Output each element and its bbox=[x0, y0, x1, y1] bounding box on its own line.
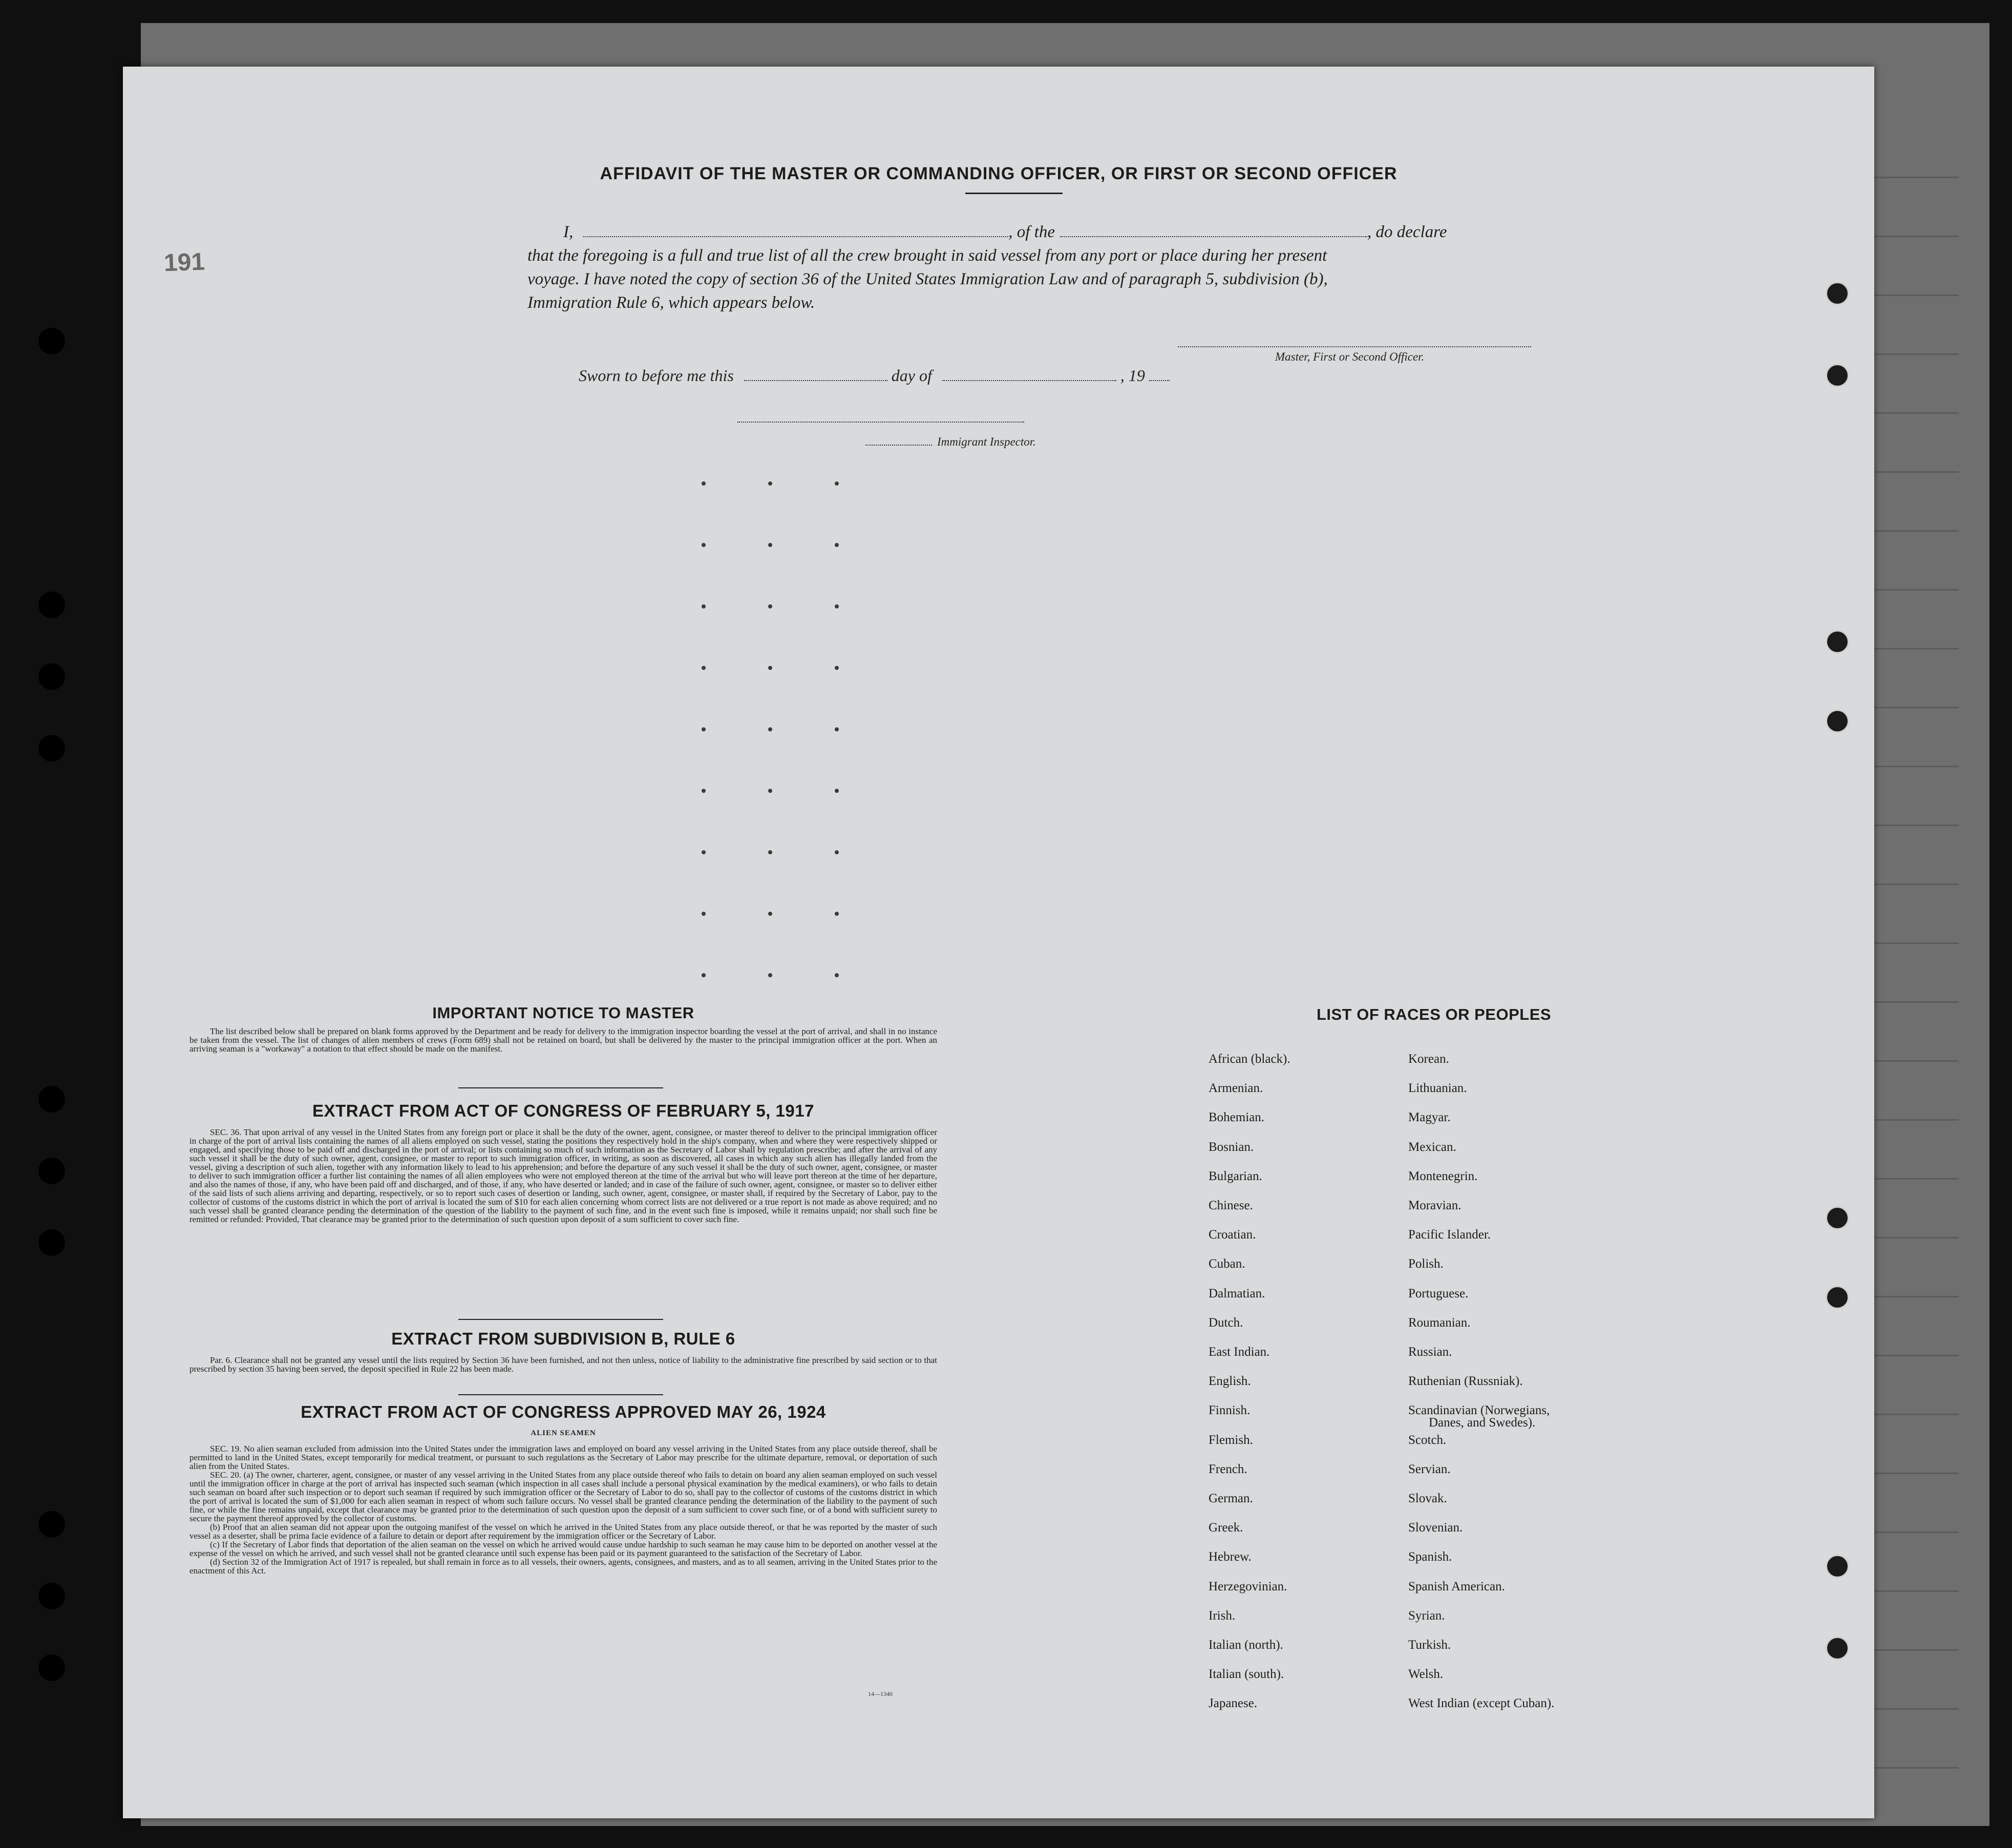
par-6-paragraph: Par. 6. Clearance shall not be granted any vessel until the lists required by Section 36 have been furnished, and not then unless, notice of liability to the administrative fine prescribed by said section or to that prescribed by section 35 having been served, the deposit specified in Rule 22 has been made. bbox=[189, 1355, 937, 1374]
bleed-dot bbox=[702, 973, 706, 977]
bleed-dot bbox=[702, 912, 706, 916]
bleed-dot bbox=[835, 604, 839, 608]
sec-19-paragraph: SEC. 19. No alien seaman excluded from admission into the United States under the immigration laws and employed on board any vessel arriving in the United States from any place outside thereof, shall be permitted to land in the United States, except temporarily for medical treatment, or pursuant to such regulations as the Secretary of Labor may prescribe for the ultimate departure, removal, or deportation of such alien from the United States. bbox=[189, 1444, 937, 1471]
sworn-month-blank[interactable] bbox=[942, 371, 1116, 381]
punch-hole-right bbox=[1826, 282, 1849, 305]
race-item: Spanish American. bbox=[1408, 1580, 1505, 1593]
race-item: Greek. bbox=[1209, 1521, 1243, 1535]
bleed-dot bbox=[768, 543, 772, 547]
bleed-dot bbox=[768, 481, 772, 486]
bleed-dot bbox=[835, 912, 839, 916]
master-signature-label: Master, First or Second Officer. bbox=[1275, 350, 1425, 363]
bleed-dot bbox=[835, 973, 839, 977]
bleed-dot bbox=[835, 727, 839, 731]
race-item: West Indian (except Cuban). bbox=[1408, 1696, 1555, 1710]
race-item: Cuban. bbox=[1209, 1257, 1245, 1271]
punch-hole bbox=[38, 592, 65, 618]
race-item: English. bbox=[1209, 1374, 1251, 1388]
bleed-dot bbox=[835, 666, 839, 670]
sec-20c-paragraph: (c) If the Secretary of Labor finds that deportation of the alien seaman on the vessel on which he arrived would cause undue hardship to such seaman he may cause him to be deported on another vessel at the expense of the vessel on which he arrived, and such vessel shall not be granted clearance until such expense has been paid or its payment guaranteed to the satisfaction of the Secretary of Labor. bbox=[189, 1540, 937, 1558]
section-36-paragraph: SEC. 36. That upon arrival of any vessel in the United States from any foreign port or place it shall be the duty of the owner, agent, consignee, or master thereof to deliver to the principal immigration officer in charge of the port of arrival lists containing the names of all aliens employed on such vessel, stating the positions they respectively hold in the ship's company, when and where they were respectively shipped or engaged, and specifying those to be paid off and discharged in the port of arrival; or lists containing so much of such information as the Secretary of Labor shall by regulation prescribe; and after the arrival of any such vessel it shall be the duty of such owner, agent, consignee, or master to report to such immigration officer, in writing, as soon as discovered, all cases in which any such alien has illegally landed from the vessel, giving a description of such alien, together with any information likely to lead to his apprehension; and before the departure of any such vessel it shall be the duty of such owner, agent, consignee, or master to deliver to such immigration officer a further list containing the names of all alien employees who were not employed thereon at the time of the arrival but who will leave port thereon at the time of her departure, and also the names of those, if any, who have been paid off and discharged, and of those, if any, who have deserted or landed; and in case of the failure of such owner, agent, consignee, or master so to deliver either of the said lists of such aliens arriving and departing, respectively, or so to report such cases of desertion or landing, such owner, agent, consignee, or master shall, if required by the Secretary of Labor, pay to the collector of customs of the customs district in which the port of arrival is located the sum of $10 for each alien concerning whom correct lists are not delivered or a true report is not made as above required; and no such vessel shall be granted clearance pending the determination of the question of the liability to the payment of such fine, and in the event such fine is imposed, while it remains unpaid; nor shall such fine be remitted or refunded: Provided, That clearance may be granted prior to the determination of such question upon deposit of a sum sufficient to cover such fine. bbox=[189, 1127, 937, 1224]
races-title: LIST OF RACES OR PEOPLES bbox=[1316, 1005, 1552, 1023]
affidavit-line-2: that the foregoing is a full and true list of all the crew brought in said vessel from any port or place during her present bbox=[527, 246, 1327, 265]
sec-20d-paragraph: (d) Section 32 of the Immigration Act of 1917 is repealed, but shall remain in force as to all vessels, their owners, agents, consignees, and masters, and as to all seamen, arriving in the United States prior to the enactment of this Act. bbox=[189, 1557, 937, 1576]
race-item: Scotch. bbox=[1408, 1433, 1447, 1447]
affidavit-line-3: voyage. I have noted the copy of section 36 of the United States Immigration Law and of paragraph 5, subdivision (b), bbox=[527, 270, 1328, 288]
race-item: Welsh. bbox=[1408, 1667, 1444, 1681]
of-the-label: , of the bbox=[1008, 223, 1055, 241]
race-item: Hebrew. bbox=[1209, 1550, 1252, 1564]
race-item: Ruthenian (Russniak). bbox=[1408, 1374, 1523, 1388]
race-item: Moravian. bbox=[1408, 1199, 1462, 1212]
divider bbox=[458, 1394, 663, 1395]
bleed-dot bbox=[768, 850, 772, 854]
punch-hole bbox=[38, 1511, 65, 1538]
race-item: Roumanian. bbox=[1408, 1316, 1471, 1330]
bleed-dot bbox=[835, 481, 839, 486]
divider bbox=[965, 193, 1063, 194]
punch-hole bbox=[38, 1654, 65, 1681]
punch-hole-right bbox=[1826, 1636, 1849, 1660]
race-item: Armenian. bbox=[1209, 1081, 1263, 1095]
affidavit-title: AFFIDAVIT OF THE MASTER OR COMMANDING OFFICER, OR FIRST OR SECOND OFFICER bbox=[600, 164, 1397, 183]
race-item: Korean. bbox=[1408, 1052, 1449, 1066]
punch-hole bbox=[38, 1583, 65, 1609]
punch-hole-right bbox=[1826, 1555, 1849, 1578]
bleed-dot bbox=[702, 789, 706, 793]
punch-hole-right bbox=[1826, 1206, 1849, 1230]
inspector-dots bbox=[865, 445, 932, 446]
bleed-dot bbox=[768, 727, 772, 731]
inspector-signature-line[interactable] bbox=[737, 422, 1024, 423]
divider bbox=[458, 1319, 663, 1320]
race-item: African (black). bbox=[1209, 1052, 1290, 1066]
race-item: Slovak. bbox=[1408, 1492, 1447, 1505]
i-label: I, bbox=[563, 223, 574, 241]
race-item: Montenegrin. bbox=[1408, 1169, 1478, 1183]
race-item: Herzegovinian. bbox=[1209, 1580, 1287, 1593]
race-item-continuation: Danes, and Swedes). bbox=[1429, 1416, 1536, 1430]
punch-hole bbox=[38, 1229, 65, 1256]
bleed-dot bbox=[768, 912, 772, 916]
race-item: Flemish. bbox=[1209, 1433, 1253, 1447]
punch-hole-right bbox=[1826, 630, 1849, 654]
bleed-dot bbox=[835, 543, 839, 547]
vessel-blank[interactable] bbox=[1060, 226, 1367, 237]
punch-hole-right bbox=[1826, 1286, 1849, 1309]
sec-20b-paragraph: (b) Proof that an alien seaman did not appear upon the outgoing manifest of the vessel on which he arrived in the United States from any place outside thereof, or that he was reported by the master of such vessel as a deserter, shall be prima facie evidence of a failure to detain or deport after requirement by the immigration officer or the Secretary of Labor. bbox=[189, 1522, 937, 1541]
bleed-dot bbox=[702, 666, 706, 670]
race-item: East Indian. bbox=[1209, 1345, 1270, 1359]
name-blank[interactable] bbox=[583, 226, 1008, 237]
notice-master-title: IMPORTANT NOTICE TO MASTER bbox=[432, 1004, 694, 1022]
sworn-day-blank[interactable] bbox=[744, 371, 887, 381]
race-item: Japanese. bbox=[1209, 1696, 1258, 1710]
race-item: Spanish. bbox=[1408, 1550, 1452, 1564]
sec-20a-paragraph: SEC. 20. (a) The owner, charterer, agent, consignee, or master of any vessel arriving in the United States from any place outside thereof who fails to detain on board any alien seaman employed on such vessel until the immigration officer in charge at the port of arrival has inspected such seaman (which inspection in all cases shall include a personal physical examination by the medical examiners), or who fails to detain such seaman on board after such inspection or to deport such seaman if required by such immigration officer or the Secretary of Labor to do so, shall pay to the collector of customs of the customs district in which the port of arrival is located the sum of $1,000 for each alien seaman in respect of whom such failure occurs. No vessel shall be granted clearance pending the determination of the liability to the payment of such fine, or while the fine remains unpaid, except that clearance may be granted prior to the determination of such question upon the deposit of a sum sufficient to cover such fine, or of a bond with sufficient surety to secure the payment thereof approved by the collector of customs. bbox=[189, 1470, 937, 1523]
punch-hole bbox=[38, 1158, 65, 1184]
punch-hole bbox=[38, 663, 65, 690]
notice-master-text bbox=[189, 1027, 937, 1053]
race-item: Chinese. bbox=[1209, 1199, 1253, 1212]
notice-master-paragraph: The list described below shall be prepared on blank forms approved by the Department and be ready for delivery to the immigration inspector boarding the vessel at the port of arrival, and shall in no instance be taken from the vessel. The list of changes of alien members of crews (Form 689) shall not be retained on board, but shall be delivered by the master to the principal immigration officer at the port. When an arriving seaman is a "workaway" a notation to that effect should be made on the manifest. bbox=[189, 1026, 937, 1054]
bleed-dot bbox=[768, 973, 772, 977]
race-item: Dalmatian. bbox=[1209, 1287, 1265, 1300]
extract-1917-text bbox=[189, 1128, 937, 1224]
punch-hole-right bbox=[1826, 364, 1849, 387]
race-item: Bosnian. bbox=[1209, 1140, 1254, 1154]
margin-mark: 191 bbox=[163, 248, 205, 277]
race-item: Dutch. bbox=[1209, 1316, 1243, 1330]
bleed-dot bbox=[768, 604, 772, 608]
alien-seamen-subtitle: ALIEN SEAMEN bbox=[531, 1429, 596, 1437]
extract-1924-text bbox=[189, 1444, 937, 1575]
race-item: Slovenian. bbox=[1408, 1521, 1463, 1535]
extract-1924-title: EXTRACT FROM ACT OF CONGRESS APPROVED MAY 26, 1924 bbox=[301, 1402, 826, 1421]
punch-hole bbox=[38, 328, 65, 354]
race-item: Bulgarian. bbox=[1209, 1169, 1262, 1183]
affidavit-line-1 bbox=[527, 220, 1500, 244]
bleed-dot bbox=[702, 543, 706, 547]
divider bbox=[458, 1087, 663, 1088]
race-item: Portuguese. bbox=[1408, 1287, 1469, 1300]
affidavit-form-sheet bbox=[123, 67, 1874, 1818]
race-item: Scandinavian (Norwegians, bbox=[1408, 1403, 1550, 1417]
bleed-dot bbox=[702, 604, 706, 608]
race-item: Pacific Islander. bbox=[1408, 1228, 1491, 1242]
race-item: Turkish. bbox=[1408, 1638, 1451, 1652]
race-item: Lithuanian. bbox=[1408, 1081, 1467, 1095]
sworn-label: Sworn to before me this bbox=[579, 366, 734, 385]
extract-1917-title: EXTRACT FROM ACT OF CONGRESS OF FEBRUARY 5, 1917 bbox=[312, 1101, 814, 1120]
bleed-dot bbox=[768, 789, 772, 793]
race-item: Italian (south). bbox=[1209, 1667, 1284, 1681]
bleed-dot bbox=[702, 850, 706, 854]
race-item: Irish. bbox=[1209, 1609, 1236, 1623]
master-signature-line[interactable] bbox=[1178, 346, 1531, 347]
race-item: Syrian. bbox=[1408, 1609, 1445, 1623]
race-item: Polish. bbox=[1408, 1257, 1444, 1271]
extract-rule6-title: EXTRACT FROM SUBDIVISION B, RULE 6 bbox=[391, 1329, 735, 1348]
race-item: Bohemian. bbox=[1209, 1110, 1265, 1124]
race-item: Russian. bbox=[1408, 1345, 1452, 1359]
race-item: Mexican. bbox=[1408, 1140, 1456, 1154]
race-item: French. bbox=[1209, 1462, 1247, 1476]
affidavit-line-4: Immigration Rule 6, which appears below. bbox=[527, 293, 815, 312]
punch-hole-right bbox=[1826, 709, 1849, 733]
inspector-label: Immigrant Inspector. bbox=[937, 435, 1036, 448]
race-item: Servian. bbox=[1408, 1462, 1451, 1476]
bleed-dot bbox=[835, 789, 839, 793]
sworn-year-blank[interactable] bbox=[1149, 371, 1170, 381]
form-number: 14—1340 bbox=[868, 1690, 893, 1697]
bleed-dot bbox=[702, 727, 706, 731]
year-prefix-label: , 19 bbox=[1120, 366, 1145, 385]
do-declare-label: , do declare bbox=[1367, 223, 1447, 241]
race-item: Croatian. bbox=[1209, 1228, 1256, 1242]
bleed-dot bbox=[702, 481, 706, 486]
race-item: Italian (north). bbox=[1209, 1638, 1283, 1652]
bleed-dot bbox=[835, 850, 839, 854]
bleed-dot bbox=[768, 666, 772, 670]
race-item: Magyar. bbox=[1408, 1110, 1451, 1124]
day-of-label: day of bbox=[891, 366, 932, 385]
race-item: Finnish. bbox=[1209, 1403, 1251, 1417]
punch-hole bbox=[38, 1086, 65, 1112]
punch-hole bbox=[38, 735, 65, 762]
extract-rule6-text bbox=[189, 1356, 937, 1373]
race-item: German. bbox=[1209, 1492, 1253, 1505]
sworn-line bbox=[579, 366, 1296, 385]
affidavit-body bbox=[527, 220, 1500, 314]
